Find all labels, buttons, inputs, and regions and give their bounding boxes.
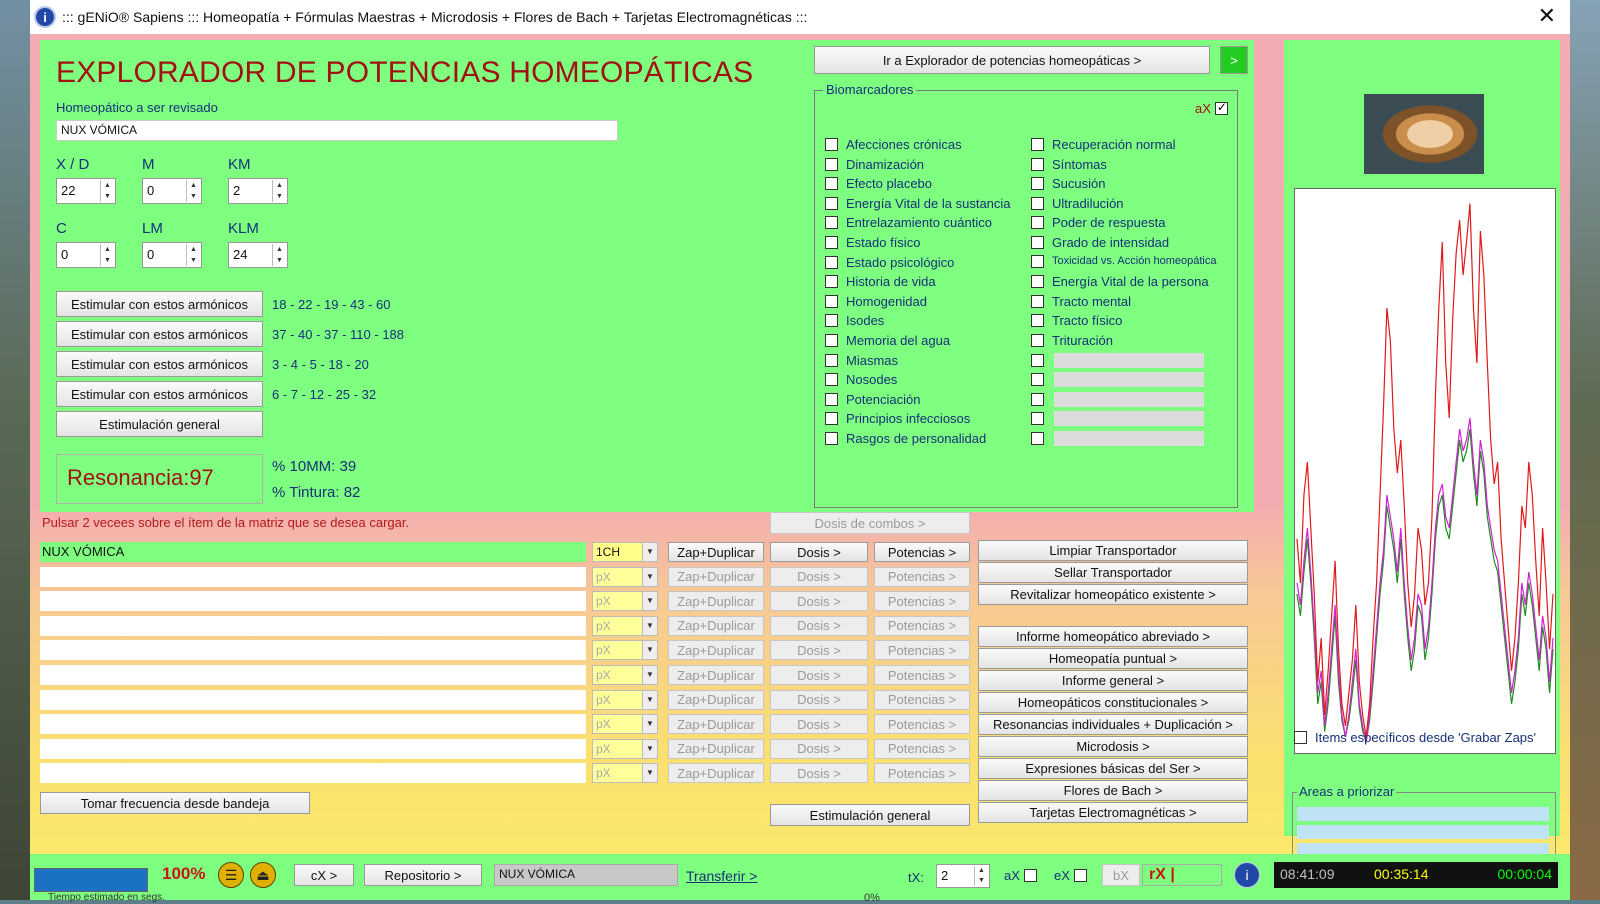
dosis-button[interactable]: Dosis > <box>770 640 868 660</box>
biomarker-checkbox[interactable] <box>825 333 950 348</box>
potency-value-xd: 22 <box>61 183 76 198</box>
potency-label-c: C <box>56 220 67 237</box>
biomarker-checkbox[interactable] <box>1031 137 1176 152</box>
chevron-down-icon[interactable]: ▼ <box>642 691 657 709</box>
biomarker-label: Ultradilución <box>1052 195 1124 211</box>
checkbox-icon[interactable] <box>1031 158 1044 171</box>
potency-combo[interactable] <box>592 714 658 734</box>
biomarker-checkbox[interactable] <box>1031 392 1204 407</box>
potency-spinner-klm[interactable] <box>228 242 288 268</box>
resonance-value: 97 <box>189 465 214 490</box>
spin-arrows-icon[interactable]: ▲ ▼ <box>186 244 200 266</box>
potencias-button[interactable]: Potencias > <box>874 739 970 759</box>
percent-label: 100% <box>162 864 206 883</box>
potency-label-m: M <box>142 156 155 173</box>
checkbox-icon[interactable] <box>825 354 838 367</box>
biomarker-label: Memoria del agua <box>846 333 951 348</box>
biomarkers-title: Biomarcadores <box>823 82 916 97</box>
spin-arrows-icon[interactable]: ▲ ▼ <box>186 180 200 202</box>
report-action-button[interactable]: Informe homeopático abreviado > <box>978 626 1248 647</box>
potency-spinner-c[interactable] <box>56 242 116 268</box>
client-area <box>30 34 1570 904</box>
pct-tintura-label: % Tintura: <box>272 484 340 501</box>
potency-spinner-lm[interactable] <box>142 242 202 268</box>
biomarker-label: Rasgos de personalidad <box>846 431 987 446</box>
potencias-button[interactable]: Potencias > <box>874 665 970 685</box>
matrix-row-name[interactable] <box>40 690 586 710</box>
spin-arrows-icon[interactable]: ▲ ▼ <box>272 244 286 266</box>
tx-label: tX: <box>908 870 924 885</box>
biomarker-checkbox[interactable] <box>1031 431 1204 446</box>
ax-label: aX <box>1195 101 1211 116</box>
ax-status-check-icon[interactable] <box>1024 869 1037 882</box>
areas-title: Areas a priorizar <box>1299 784 1395 799</box>
pct-10mm-value: 39 <box>339 458 357 475</box>
biomarker-label: Tracto físico <box>1052 313 1123 329</box>
biomarker-checkbox[interactable] <box>825 274 936 289</box>
dosis-button[interactable]: Dosis > <box>770 567 868 587</box>
biomarker-label: Síntomas <box>1052 156 1107 172</box>
combo-value: pX <box>596 643 611 658</box>
transport-action-button[interactable]: Limpiar Transportador <box>978 540 1248 561</box>
pct-tintura-value: 82 <box>343 484 361 501</box>
potencias-button[interactable]: Potencias > <box>874 567 970 587</box>
areas-group <box>1292 784 1556 862</box>
potencias-button[interactable]: Potencias > <box>874 542 970 562</box>
dosis-button[interactable]: Dosis > <box>770 690 868 710</box>
chevron-down-icon[interactable]: ▼ <box>642 543 657 561</box>
checkbox-icon[interactable] <box>1031 432 1044 445</box>
potency-combo[interactable] <box>592 690 658 710</box>
checkbox-icon[interactable] <box>825 295 838 308</box>
biomarker-label: Dinamización <box>846 156 925 172</box>
desktop-left-edge <box>0 0 30 900</box>
biomarker-label: Toxicidad vs. Acción homeopática <box>1052 255 1217 268</box>
biomarkers-group <box>814 82 1238 508</box>
zap-duplicate-button[interactable]: Zap+Duplicar <box>668 763 764 783</box>
biomarker-label: Recuperación normal <box>1052 137 1176 152</box>
report-action-button[interactable]: Flores de Bach > <box>978 780 1248 801</box>
chevron-down-icon[interactable]: ▼ <box>642 617 657 635</box>
combo-value: pX <box>596 569 611 584</box>
ax-status[interactable] <box>1004 868 1045 883</box>
biomarker-checkbox[interactable] <box>1031 313 1122 328</box>
report-action-button[interactable]: Tarjetas Electromagnéticas > <box>978 802 1248 823</box>
checkbox-icon[interactable] <box>1031 393 1044 406</box>
potency-label-km: KM <box>228 156 251 173</box>
biomarker-label: Energía Vital de la persona <box>1052 274 1209 290</box>
checkbox-icon[interactable] <box>1031 255 1044 268</box>
clock-elapsed <box>1368 862 1462 888</box>
dosis-button[interactable]: Dosis > <box>770 591 868 611</box>
remedy-input[interactable]: NUX VÓMICA <box>56 120 618 141</box>
chevron-down-icon[interactable]: ▼ <box>642 764 657 782</box>
biomarker-checkbox[interactable] <box>1031 215 1165 230</box>
resonance-box <box>56 454 263 504</box>
app-window <box>30 0 1570 904</box>
transport-action-button[interactable]: Revitalizar homeopático existente > <box>978 584 1248 605</box>
status-remedy-field[interactable]: NUX VÓMICA <box>494 864 678 886</box>
biomarker-checkbox[interactable] <box>1031 176 1105 191</box>
dosis-button[interactable]: Dosis > <box>770 739 868 759</box>
biomarker-label: Homogenidad <box>846 293 927 309</box>
checkbox-icon[interactable] <box>825 275 838 288</box>
biomarker-checkbox[interactable] <box>825 431 986 446</box>
checkbox-icon[interactable] <box>1031 412 1044 425</box>
biomarker-checkbox[interactable] <box>825 137 962 152</box>
checkbox-icon[interactable] <box>1031 373 1044 386</box>
potency-value-km: 2 <box>233 183 241 198</box>
biomarker-checkbox[interactable] <box>1031 255 1216 268</box>
potency-combo[interactable] <box>592 591 658 611</box>
checkbox-icon[interactable] <box>825 197 838 210</box>
zaps-label: Items específicos desde 'Grabar Zaps' <box>1315 730 1537 745</box>
time-estimate-label: Tiempo estimado en segs. <box>48 892 165 903</box>
harmonics-values-3: 3 - 4 - 5 - 18 - 20 <box>272 357 369 372</box>
potency-combo[interactable] <box>592 739 658 759</box>
spin-arrows-icon[interactable]: ▲ ▼ <box>100 180 114 202</box>
biomarker-checkbox[interactable] <box>825 196 1011 211</box>
matrix-row-name[interactable] <box>40 616 586 636</box>
checkbox-icon[interactable] <box>1031 216 1044 229</box>
instruction-text: Pulsar 2 vecees sobre el ítem de la matriz que se desea cargar. <box>42 515 410 530</box>
potency-spinner-xd[interactable] <box>56 178 116 204</box>
checkbox-icon[interactable] <box>825 256 838 269</box>
zap-duplicate-button[interactable]: Zap+Duplicar <box>668 665 764 685</box>
potency-value-m: 0 <box>147 183 155 198</box>
empty-biomarker-slot[interactable] <box>1054 353 1204 368</box>
rx-indicator: rX | <box>1142 864 1222 886</box>
matrix-row-name[interactable] <box>40 665 586 685</box>
biomarker-label: Estado psicológico <box>846 254 955 270</box>
biomarker-label: Grado de intensidad <box>1052 235 1170 250</box>
potencias-button[interactable]: Potencias > <box>874 640 970 660</box>
clock-elapsed-value: 00:35:14 <box>1374 866 1429 882</box>
pct-10mm-label: % 10MM: <box>272 458 336 475</box>
transport-action-button[interactable]: Sellar Transportador <box>978 562 1248 583</box>
goto-arrow-button[interactable]: > <box>1220 46 1248 74</box>
zero-percent-label: 0% <box>864 892 880 904</box>
pct-tintura <box>272 484 360 501</box>
repository-button[interactable]: Repositorio > <box>364 864 482 886</box>
checkbox-icon[interactable] <box>1031 177 1044 190</box>
potency-value-lm: 0 <box>147 247 155 262</box>
take-frequency-button[interactable]: Tomar frecuencia desde bandeja <box>40 792 310 814</box>
combo-value: pX <box>596 692 611 707</box>
harmonics-button-1[interactable]: Estimular con estos armónicos <box>56 291 263 317</box>
checkbox-icon[interactable] <box>825 373 838 386</box>
spin-arrows-icon[interactable]: ▲ ▼ <box>272 180 286 202</box>
tx-value: 2 <box>941 868 949 883</box>
biomarker-checkbox[interactable] <box>825 176 932 191</box>
checkbox-icon[interactable] <box>825 393 838 406</box>
biomarker-label: Sucusión <box>1052 176 1106 192</box>
biomarker-checkbox[interactable] <box>825 235 920 250</box>
combo-value: pX <box>596 766 611 781</box>
potency-combo[interactable] <box>592 763 658 783</box>
zaps-check-icon[interactable] <box>1294 731 1307 744</box>
clock-time-value: 08:41:09 <box>1280 866 1335 882</box>
report-action-button[interactable]: Homeopáticos constitucionales > <box>978 692 1248 713</box>
combo-doses-button[interactable]: Dosis de combos > <box>770 512 970 534</box>
biomarker-label: Estado físico <box>846 235 921 250</box>
series-line-green <box>1297 429 1553 742</box>
zaps-checkbox[interactable] <box>1294 730 1536 745</box>
checkbox-icon[interactable] <box>1031 197 1044 210</box>
window-title: ::: gENiO® Sapiens ::: Homeopatía + Fórmulas Maestras + Microdosis + Flores de Bach + Tarjetas Electromagnéticas ::: <box>62 9 808 25</box>
checkbox-icon[interactable] <box>825 158 838 171</box>
clock-time <box>1274 862 1368 888</box>
checkbox-icon[interactable] <box>1031 295 1044 308</box>
checkbox-icon[interactable] <box>1031 334 1044 347</box>
spin-arrows-icon[interactable]: ▲ ▼ <box>974 866 988 886</box>
zap-duplicate-button[interactable]: Zap+Duplicar <box>668 616 764 636</box>
ex-status-label: eX <box>1054 868 1070 883</box>
potency-value-c: 0 <box>61 247 69 262</box>
checkbox-icon[interactable] <box>825 138 838 151</box>
potency-label-xd: X / D <box>56 156 90 173</box>
dosis-button[interactable]: Dosis > <box>770 763 868 783</box>
combo-value: pX <box>596 618 611 633</box>
potency-combo[interactable] <box>592 616 658 636</box>
biomarker-label: Trituración <box>1052 333 1113 348</box>
biomarker-label: Afecciones crónicas <box>846 137 962 152</box>
biomarker-label: Tracto mental <box>1052 293 1131 309</box>
bx-button[interactable]: bX <box>1102 864 1140 886</box>
combo-value: pX <box>596 741 611 756</box>
checkbox-icon[interactable] <box>825 177 838 190</box>
potency-label-lm: LM <box>142 220 163 237</box>
biomarker-checkbox[interactable] <box>1031 333 1113 348</box>
chevron-down-icon[interactable]: ▼ <box>642 740 657 758</box>
biomarker-label: Historia de vida <box>846 274 936 290</box>
matrix-row-name[interactable] <box>40 591 586 611</box>
zap-duplicate-button[interactable]: Zap+Duplicar <box>668 714 764 734</box>
potency-spinner-m[interactable] <box>142 178 202 204</box>
checkbox-icon[interactable] <box>825 236 838 249</box>
zap-duplicate-button[interactable]: Zap+Duplicar <box>668 542 764 562</box>
potencias-button[interactable]: Potencias > <box>874 690 970 710</box>
checkbox-icon[interactable] <box>825 412 838 425</box>
transfer-link[interactable]: Transferir > <box>686 868 758 884</box>
area-slot[interactable] <box>1297 807 1549 821</box>
desktop-right-edge <box>1570 0 1600 900</box>
checkbox-icon[interactable] <box>1031 236 1044 249</box>
biomarker-checkbox[interactable] <box>825 392 920 407</box>
combo-value: pX <box>596 668 611 682</box>
report-action-button[interactable]: Homeopatía puntual > <box>978 648 1248 669</box>
ax-check-icon[interactable] <box>1215 102 1228 115</box>
report-action-button[interactable]: Informe general > <box>978 670 1248 691</box>
biomarker-label: Energía Vital de la sustancia <box>846 195 1011 211</box>
empty-biomarker-slot[interactable] <box>1054 372 1204 387</box>
report-action-button[interactable]: Microdosis > <box>978 736 1248 757</box>
biomarker-label: Potenciación <box>846 391 921 407</box>
matrix-row-name[interactable] <box>40 714 586 734</box>
biomarker-label: Poder de respuesta <box>1052 215 1166 231</box>
biomarker-checkbox[interactable] <box>825 353 898 368</box>
cx-button[interactable]: cX > <box>294 864 354 886</box>
pct-10mm <box>272 458 356 475</box>
empty-biomarker-slot[interactable] <box>1054 411 1204 426</box>
general-stimulation-button-2[interactable]: Estimulación general <box>770 804 970 826</box>
biomarker-checkbox[interactable] <box>1031 411 1204 426</box>
info-icon[interactable]: i <box>1234 862 1260 888</box>
biomarker-checkbox[interactable] <box>1031 353 1204 368</box>
potencias-button[interactable]: Potencias > <box>874 616 970 636</box>
combo-value: 1CH <box>596 545 621 559</box>
dosis-button[interactable]: Dosis > <box>770 714 868 734</box>
biomarker-label: Entrelazamiento cuántico <box>846 215 992 231</box>
close-icon[interactable]: ✕ <box>1537 3 1556 28</box>
venus-portrait-image <box>1364 94 1484 174</box>
ax-checkbox[interactable] <box>1195 101 1236 116</box>
chevron-down-icon[interactable]: ▼ <box>642 715 657 733</box>
zap-duplicate-button[interactable]: Zap+Duplicar <box>668 739 764 759</box>
frequency-graph <box>1294 188 1556 754</box>
goto-explorer-button[interactable]: Ir a Explorador de potencias homeopáticas > <box>814 46 1210 74</box>
potency-combo[interactable] <box>592 640 658 660</box>
empty-biomarker-slot[interactable] <box>1054 431 1204 446</box>
resonance-label: Resonancia: <box>67 465 190 490</box>
biomarker-checkbox[interactable] <box>825 411 970 426</box>
zap-duplicate-button[interactable]: Zap+Duplicar <box>668 640 764 660</box>
matrix-row-name[interactable]: NUX VÓMICA <box>40 542 586 562</box>
dosis-button[interactable]: Dosis > <box>770 665 868 685</box>
zap-duplicate-button[interactable]: Zap+Duplicar <box>668 690 764 710</box>
biomarker-checkbox[interactable] <box>1031 294 1131 309</box>
potency-combo[interactable] <box>592 567 658 587</box>
area-slot[interactable] <box>1297 825 1549 839</box>
potency-combo[interactable] <box>592 665 658 685</box>
combo-value: pX <box>596 717 611 732</box>
biomarker-checkbox[interactable] <box>1031 372 1204 387</box>
biomarker-checkbox[interactable] <box>825 255 954 270</box>
status-bar <box>30 854 1570 904</box>
biomarker-checkbox[interactable] <box>1031 157 1107 172</box>
chevron-down-icon[interactable]: ▼ <box>642 592 657 610</box>
dosis-button[interactable]: Dosis > <box>770 542 868 562</box>
matrix-row-name[interactable] <box>40 567 586 587</box>
zap-duplicate-button[interactable]: Zap+Duplicar <box>668 591 764 611</box>
combo-value: pX <box>596 594 611 609</box>
biomarker-checkbox[interactable] <box>825 372 897 387</box>
checkbox-icon[interactable] <box>825 216 838 229</box>
harmonics-button-4[interactable]: Estimular con estos armónicos <box>56 381 263 407</box>
potency-label-klm: KLM <box>228 220 259 237</box>
biomarker-checkbox[interactable] <box>1031 235 1169 250</box>
chevron-down-icon[interactable]: ▼ <box>642 666 657 684</box>
pause-icon[interactable]: ☰ <box>218 862 244 888</box>
checkbox-icon[interactable] <box>1031 275 1044 288</box>
biomarker-checkbox[interactable] <box>1031 274 1209 289</box>
harmonics-button-2[interactable]: Estimular con estos armónicos <box>56 321 263 347</box>
checkbox-icon[interactable] <box>825 314 838 327</box>
biomarker-label: Efecto placebo <box>846 176 933 192</box>
biomarker-checkbox[interactable] <box>825 294 927 309</box>
checkbox-icon[interactable] <box>1031 314 1044 327</box>
potencias-button[interactable]: Potencias > <box>874 591 970 611</box>
biomarker-label: Nosodes <box>846 372 898 388</box>
biomarker-label: Principios infecciosos <box>846 411 971 427</box>
matrix-row-name[interactable] <box>40 763 586 783</box>
clock-remaining <box>1462 862 1558 888</box>
checkbox-icon[interactable] <box>1031 354 1044 367</box>
tx-spinner[interactable] <box>936 864 990 888</box>
potency-value-klm: 24 <box>233 247 248 262</box>
potency-spinner-km[interactable] <box>228 178 288 204</box>
harmonics-button-3[interactable]: Estimular con estos armónicos <box>56 351 263 377</box>
eject-icon[interactable]: ⏏ <box>250 862 276 888</box>
biomarker-label: Isodes <box>846 313 885 329</box>
harmonics-values-2: 37 - 40 - 37 - 110 - 188 <box>272 327 405 342</box>
progress-bar <box>34 868 148 892</box>
report-action-button[interactable]: Expresiones básicas del Ser > <box>978 758 1248 779</box>
checkbox-icon[interactable] <box>825 432 838 445</box>
page-title: EXPLORADOR DE POTENCIAS HOMEOPÁTICAS <box>56 56 754 89</box>
checkbox-icon[interactable] <box>1031 138 1044 151</box>
chevron-down-icon[interactable]: ▼ <box>642 641 657 659</box>
harmonics-values-1: 18 - 22 - 19 - 43 - 60 <box>272 297 391 312</box>
ax-status-label: aX <box>1004 868 1020 883</box>
empty-biomarker-slot[interactable] <box>1054 392 1204 407</box>
matrix-row-name[interactable] <box>40 739 586 759</box>
biomarker-label: Miasmas <box>846 352 899 368</box>
biomarker-checkbox[interactable] <box>825 313 884 328</box>
biomarker-checkbox[interactable] <box>1031 196 1124 211</box>
chevron-down-icon[interactable]: ▼ <box>642 568 657 586</box>
harmonics-values-4: 6 - 7 - 12 - 25 - 32 <box>272 387 377 402</box>
biomarker-checkbox[interactable] <box>825 157 924 172</box>
general-stimulation-button[interactable]: Estimulación general <box>56 411 263 437</box>
remedy-label: Homeopático a ser revisado <box>56 100 218 115</box>
biomarker-checkbox[interactable] <box>825 215 992 230</box>
ex-status-check-icon[interactable] <box>1074 869 1087 882</box>
potencias-button[interactable]: Potencias > <box>874 763 970 783</box>
dosis-button[interactable]: Dosis > <box>770 616 868 636</box>
ex-status[interactable] <box>1054 868 1095 883</box>
title-bar <box>30 0 1570 34</box>
matrix-row-name[interactable] <box>40 640 586 660</box>
zap-duplicate-button[interactable]: Zap+Duplicar <box>668 567 764 587</box>
checkbox-icon[interactable] <box>825 334 838 347</box>
app-logo-icon: i <box>34 6 56 28</box>
potency-combo[interactable] <box>592 542 658 562</box>
potencias-button[interactable]: Potencias > <box>874 714 970 734</box>
report-action-button[interactable]: Resonancias individuales + Duplicación > <box>978 714 1248 735</box>
clock-remaining-value: 00:00:04 <box>1497 866 1552 882</box>
spin-arrows-icon[interactable]: ▲ ▼ <box>100 244 114 266</box>
